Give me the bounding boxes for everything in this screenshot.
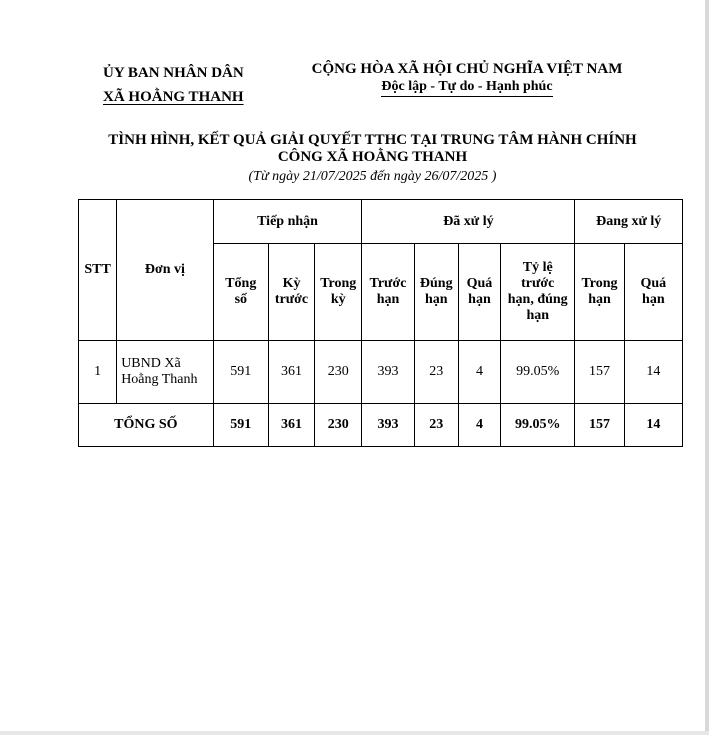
total-inlimit: 157 [575,404,624,447]
national-motto-block [300,61,634,95]
report-period: (Từ ngày 21/07/2025 đến ngày 26/07/2025 ) [248,169,497,184]
subheader-early-l2: hạn [376,292,400,307]
cell-inlimit: 157 [575,341,624,404]
results-table [78,199,683,447]
header-processed: Đã xử lý [362,200,575,244]
motto-line [300,78,634,95]
subheader-period [315,244,362,341]
subheader-ontime-l1: Đúng [419,276,453,291]
cell-ontime: 23 [414,341,458,404]
motto-text: Độc lập - Tự do - Hạnh phúc [381,79,552,97]
subheader-ontime-l2: hạn [424,292,448,307]
table-row [79,341,683,404]
cell-unit-l2: Hoằng Thanh [121,372,198,387]
table-header-row [79,200,683,244]
total-late: 4 [458,404,500,447]
cell-overdue: 14 [624,341,682,404]
subheader-period-l2: kỳ [330,292,346,307]
subheader-total-l2: số [234,292,248,307]
report-title-line-2: CÔNG XÃ HOẰNG THANH [277,149,468,165]
subheader-early-l1: Trước [369,276,407,291]
total-rate: 99.05% [501,404,575,447]
subheader-total-l1: Tổng [225,276,257,291]
header-unit: Đơn vị [117,200,213,341]
issuing-organization [103,61,263,109]
cell-stt: 1 [79,341,117,404]
subheader-prev-l1: Kỳ [282,276,301,291]
cell-rate: 99.05% [501,341,575,404]
subheader-overdue-l1: Quá [640,276,667,291]
subheader-rate [501,244,575,341]
cell-prev: 361 [268,341,314,404]
subheader-prev [268,244,314,341]
total-total: 591 [213,404,268,447]
subheader-rate-l3: hạn, đúng [507,292,568,307]
subheader-overdue-l2: hạn [642,292,665,307]
report-title-line-1: TÌNH HÌNH, KẾT QUẢ GIẢI QUYẾT TTHC TẠI TRUNG TÂM HÀNH CHÍNH [108,132,637,148]
cell-late: 4 [458,341,500,404]
subheader-inlimit-l2: hạn [588,292,611,307]
subheader-rate-l1: Tỷ lệ [522,260,553,275]
nation-title: CỘNG HÒA XÃ HỘI CHỦ NGHĨA VIỆT NAM [311,61,623,77]
page-edge-right [705,0,709,735]
subheader-overdue [624,244,682,341]
total-overdue: 14 [624,404,682,447]
subheader-period-l1: Trong [320,276,357,291]
cell-unit [117,341,213,404]
subheader-late-l1: Quá [466,276,493,291]
header-processing: Đang xử lý [575,200,683,244]
total-ontime: 23 [414,404,458,447]
subheader-late [458,244,500,341]
subheader-inlimit [575,244,624,341]
cell-period: 230 [315,341,362,404]
subheader-total [213,244,268,341]
cell-early: 393 [362,341,414,404]
header-received: Tiếp nhận [213,200,362,244]
total-label: TỔNG SỐ [79,404,214,447]
page-edge-bottom [0,731,709,735]
header-stt: STT [79,200,117,341]
subheader-rate-l4: hạn [526,308,550,323]
report-title [60,132,685,166]
subheader-rate-l2: trước [521,276,555,291]
table-total-row [79,404,683,447]
total-prev: 361 [268,404,314,447]
subheader-ontime [414,244,458,341]
subheader-prev-l2: trước [274,292,309,307]
subheader-inlimit-l1: Trong [581,276,618,291]
total-early: 393 [362,404,414,447]
subheader-early [362,244,414,341]
org-line-2: XÃ HOẰNG THANH [103,89,244,105]
cell-unit-l1: UBND Xã [121,356,181,371]
total-period: 230 [315,404,362,447]
org-line-1: ỦY BAN NHÂN DÂN [103,65,244,81]
cell-total: 591 [213,341,268,404]
subheader-late-l2: hạn [468,292,491,307]
